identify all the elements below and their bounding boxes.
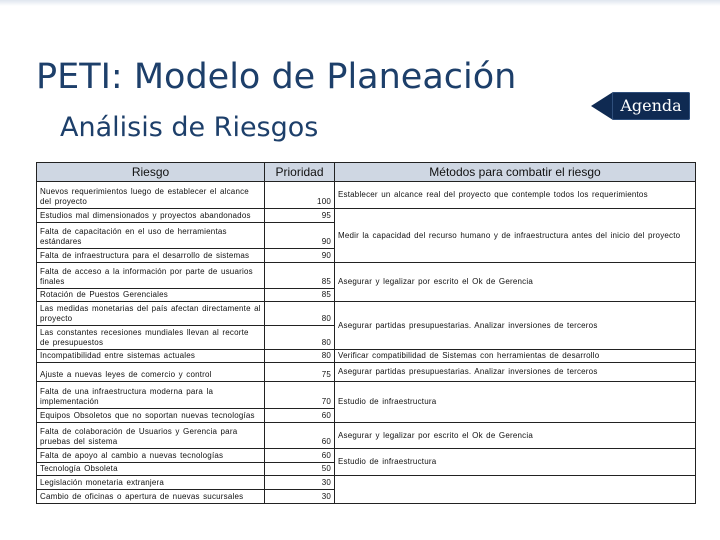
table-row xyxy=(37,449,696,463)
priority-cell: 95 xyxy=(265,209,335,223)
method-cell: Asegurar partidas presupuestarias. Analizar inversiones de terceros xyxy=(335,302,696,350)
priority-cell: 75 xyxy=(265,363,335,382)
priority-cell: 60 xyxy=(265,423,335,449)
risk-cell: Falta de infraestructura para el desarrollo de sistemas xyxy=(37,249,265,263)
priority-cell: 70 xyxy=(265,382,335,409)
priority-cell: 30 xyxy=(265,490,335,504)
method-cell-empty xyxy=(335,476,696,504)
table-row xyxy=(37,350,696,363)
table-row xyxy=(37,182,696,209)
header-riesgo: Riesgo xyxy=(37,163,265,182)
priority-cell: 85 xyxy=(265,263,335,289)
risk-cell: Las constantes recesiones mundiales llevan al recorte de presupuestos xyxy=(37,326,265,350)
priority-cell: 100 xyxy=(265,182,335,209)
table-header-row xyxy=(37,163,696,182)
method-cell: Asegurar y legalizar por escrito el Ok de Gerencia xyxy=(335,263,696,302)
table-row xyxy=(37,263,696,289)
header-metodos: Métodos para combatir el riesgo xyxy=(335,163,696,182)
risk-cell: Falta de acceso a la información por parte de usuarios finales xyxy=(37,263,265,289)
method-cell: Medir la capacidad del recurso humano y de infraestructura antes del inicio del proyecto xyxy=(335,209,696,263)
table-row xyxy=(37,423,696,449)
risk-cell: Falta de capacitación en el uso de herramientas estándares xyxy=(37,223,265,249)
priority-cell: 90 xyxy=(265,223,335,249)
risk-cell: Las medidas monetarias del país afectan directamente al proyecto xyxy=(37,302,265,326)
risk-cell: Equipos Obsoletos que no soportan nuevas tecnologías xyxy=(37,409,265,423)
table-row xyxy=(37,363,696,382)
risk-cell: Tecnología Obsoleta xyxy=(37,463,265,476)
table-row xyxy=(37,302,696,326)
table-row xyxy=(37,476,696,490)
priority-cell: 90 xyxy=(265,249,335,263)
table-row xyxy=(37,382,696,409)
risk-cell: Falta de apoyo al cambio a nuevas tecnologías xyxy=(37,449,265,463)
method-cell: Asegurar partidas presupuestarias. Analizar inversiones de terceros xyxy=(335,363,696,382)
risk-cell: Incompatibilidad entre sistemas actuales xyxy=(37,350,265,363)
risk-cell: Cambio de oficinas o apertura de nuevas sucursales xyxy=(37,490,265,504)
risk-cell: Rotación de Puestos Gerenciales xyxy=(37,289,265,302)
method-cell: Estudio de infraestructura xyxy=(335,382,696,423)
table-row xyxy=(37,209,696,223)
method-cell: Establecer un alcance real del proyecto que contemple todos los requerimientos xyxy=(335,182,696,209)
priority-cell: 60 xyxy=(265,409,335,423)
agenda-button[interactable]: Agenda xyxy=(612,92,690,120)
risk-cell: Falta de colaboración de Usuarios y Gerencia para pruebas del sistema xyxy=(37,423,265,449)
top-gradient-bar xyxy=(0,0,720,6)
slide-subtitle: Análisis de Riesgos xyxy=(60,112,319,143)
risk-cell: Falta de una infraestructura moderna para la implementación xyxy=(37,382,265,409)
risk-cell: Legislación monetaria extranjera xyxy=(37,476,265,490)
priority-cell: 60 xyxy=(265,449,335,463)
priority-cell: 50 xyxy=(265,463,335,476)
method-cell: Verificar compatibilidad de Sistemas con herramientas de desarrollo xyxy=(335,350,696,363)
priority-cell: 80 xyxy=(265,326,335,350)
priority-cell: 85 xyxy=(265,289,335,302)
priority-cell: 80 xyxy=(265,302,335,326)
priority-cell: 80 xyxy=(265,350,335,363)
agenda-arrow-icon[interactable] xyxy=(591,92,613,120)
slide-title: PETI: Modelo de Planeación xyxy=(36,57,517,97)
risk-cell: Estudios mal dimensionados y proyectos abandonados xyxy=(37,209,265,223)
risk-table xyxy=(36,162,696,504)
method-cell: Asegurar y legalizar por escrito el Ok de Gerencia xyxy=(335,423,696,449)
header-prioridad: Prioridad xyxy=(265,163,335,182)
priority-cell: 30 xyxy=(265,476,335,490)
method-cell: Estudio de infraestructura xyxy=(335,449,696,476)
risk-cell: Ajuste a nuevas leyes de comercio y control xyxy=(37,363,265,382)
risk-cell: Nuevos requerimientos luego de establecer el alcance del proyecto xyxy=(37,182,265,209)
